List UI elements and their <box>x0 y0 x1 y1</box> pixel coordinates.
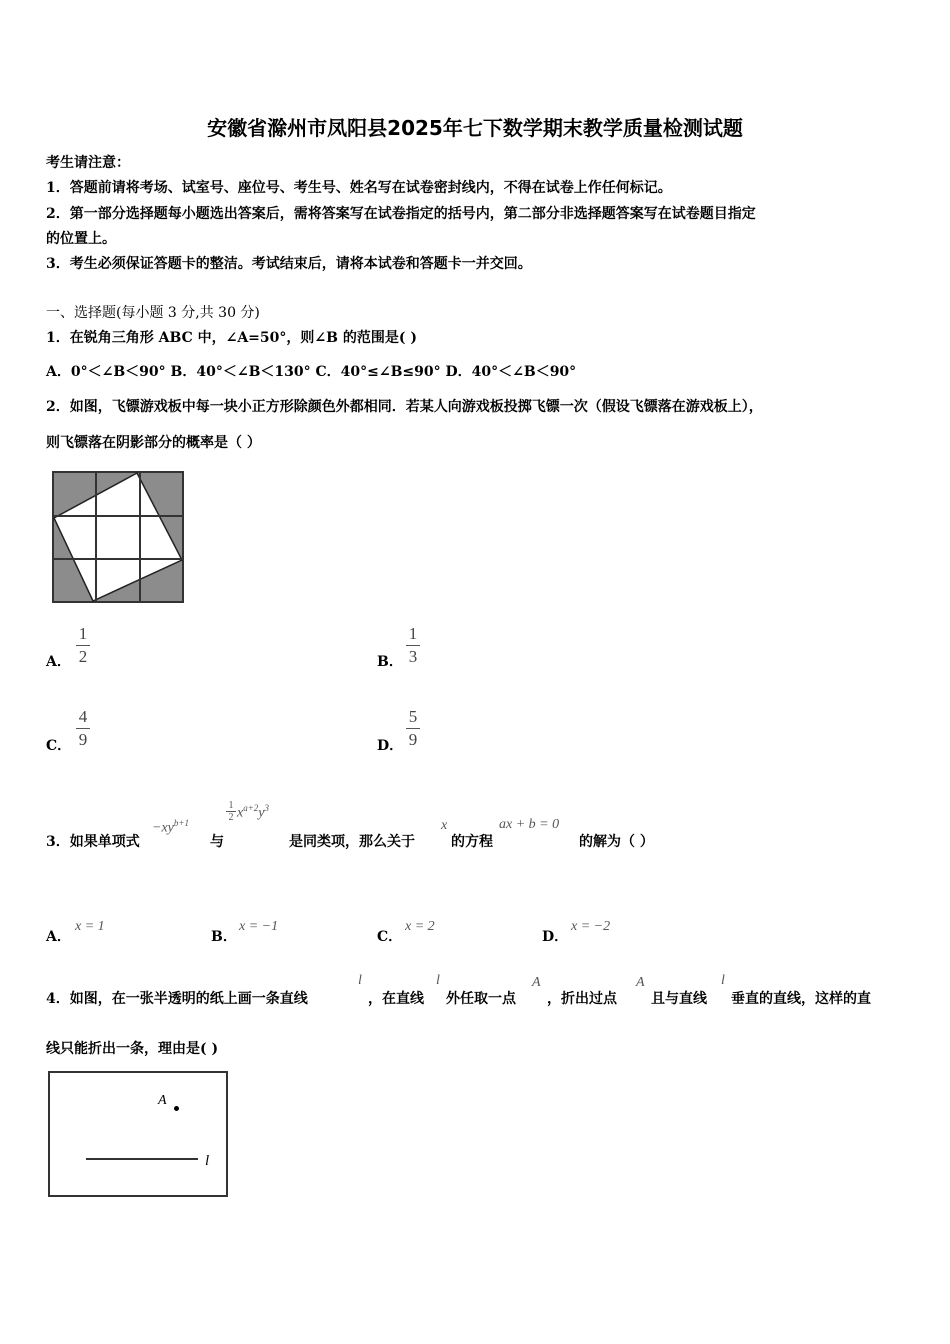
q2-option-c-label: C． <box>46 738 72 754</box>
question-3-part5: 的解为（ ） <box>579 834 654 850</box>
q3-option-b-value: x = −1 <box>239 919 279 934</box>
q2-option-a-label: A． <box>46 654 71 670</box>
q2-option-d-fraction: 5 9 <box>405 707 421 750</box>
notice-item-2: 2．第一部分选择题每小题选出答案后，需将答案写在试卷指定的括号内，第二部分非选择题答案写在试卷题目指定 <box>46 206 756 222</box>
q3-option-c-label: C． <box>377 929 403 945</box>
q4-line-l-1: l <box>358 973 362 988</box>
question-4-part4: ，折出过点 <box>547 991 617 1007</box>
q4-figure-point <box>174 1106 179 1111</box>
q4-figure-line-label: l <box>205 1153 210 1169</box>
q2-option-c-fraction: 4 9 <box>75 707 91 750</box>
question-3-part2: 与 <box>210 834 224 850</box>
question-3-part4: 的方程 <box>451 834 493 850</box>
q4-point-a-1: A <box>532 975 541 990</box>
dartboard-figure <box>51 470 185 604</box>
q2-option-a-fraction: 1 2 <box>75 624 91 667</box>
question-4-part5: 且与直线 <box>651 991 707 1007</box>
notice-heading: 考生请注意： <box>46 155 130 171</box>
question-4-line2: 线只能折出一条，理由是( ) <box>46 1041 219 1057</box>
question-3-part1: 3．如果单项式 <box>46 834 140 850</box>
q3-monomial-2: $x^{a+2}y^3$ <box>237 803 270 821</box>
q2-option-b-label: B． <box>377 654 403 670</box>
q3-equation: ax + b = 0 <box>499 817 560 832</box>
question-1-options: A．0°＜∠B＜90° B．40°＜∠B＜130° C．40°≤∠B≤90° D．40°＜∠B＜90° <box>46 364 577 380</box>
q2-option-b-fraction: 1 3 <box>405 624 421 667</box>
page-title: 安徽省滁州市凤阳县2025年七下数学期末教学质量检测试题 <box>207 116 743 140</box>
q3-monomial-1: $-xy^{b+1}$ <box>152 818 189 836</box>
question-4-part2: ，在直线 <box>368 991 424 1007</box>
notice-item-1: 1．答题前请将考场、试室号、座位号、考生号、姓名写在试卷密封线内，不得在试卷上作任何标记。 <box>46 180 672 196</box>
question-2-stem-cont: 则飞镖落在阴影部分的概率是（ ） <box>46 435 261 451</box>
q3-option-b-label: B． <box>211 929 237 945</box>
q2-option-d-label: D． <box>377 738 404 754</box>
q4-paper-figure <box>48 1071 228 1197</box>
q3-option-d-label: D． <box>542 929 569 945</box>
q4-figure-line <box>86 1158 198 1160</box>
notice-item-2-cont: 的位置上。 <box>46 231 116 247</box>
section-heading: 一、选择题(每小题 3 分,共 30 分) <box>46 305 260 321</box>
q3-option-a-label: A． <box>46 929 71 945</box>
question-4-part6: 垂直的直线，这样的直 <box>731 991 871 1007</box>
q3-option-a-value: x = 1 <box>75 919 105 934</box>
q4-line-l-3: l <box>721 973 725 988</box>
question-1-stem: 1．在锐角三角形 ABC 中，∠A=50°，则∠B 的范围是( ) <box>46 330 417 346</box>
question-4-part3: 外任取一点 <box>446 991 516 1007</box>
q3-option-d-value: x = −2 <box>571 919 611 934</box>
q3-coefficient: 1 2 <box>226 800 236 823</box>
q3-option-c-value: x = 2 <box>405 919 435 934</box>
q4-line-l-2: l <box>436 973 440 988</box>
question-4-part1: 4．如图，在一张半透明的纸上画一条直线 <box>46 991 308 1007</box>
question-2-stem: 2．如图，飞镖游戏板中每一块小正方形除颜色外都相同．若某人向游戏板投掷飞镖一次（假设飞镖落在游戏板上）， <box>46 399 763 415</box>
question-3-part3: 是同类项，那么关于 <box>289 834 415 850</box>
q4-figure-point-label: A <box>158 1093 167 1108</box>
q4-point-a-2: A <box>636 975 645 990</box>
q3-variable: x <box>441 818 448 833</box>
notice-item-3: 3．考生必须保证答题卡的整洁。考试结束后，请将本试卷和答题卡一并交回。 <box>46 256 532 272</box>
